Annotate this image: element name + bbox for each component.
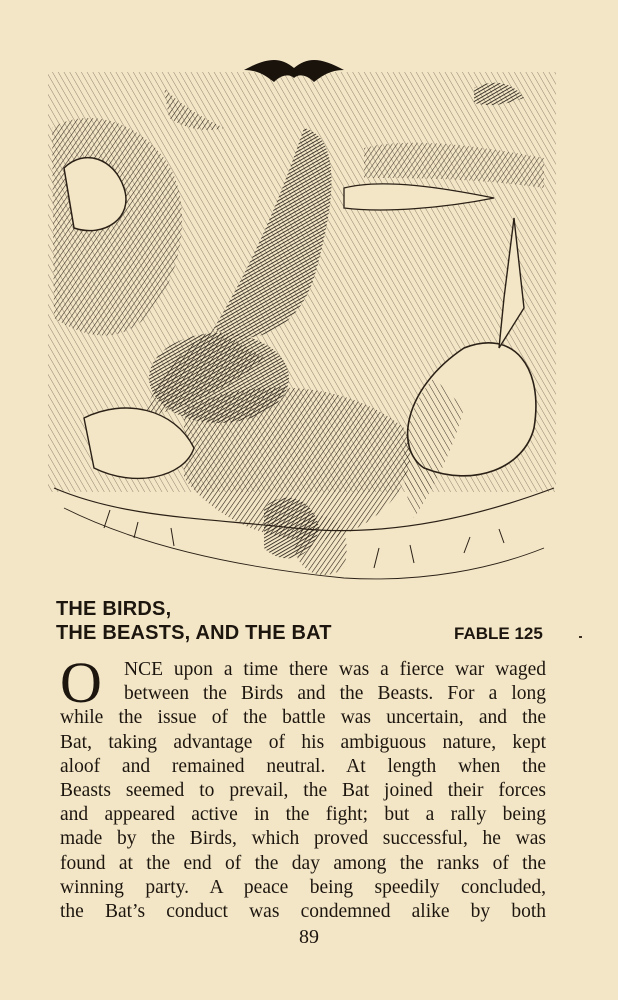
body-line: between the Birds and the Beasts. For a long [124,683,546,705]
body-line: NCE upon a time there was a fierce war waged [124,659,546,680]
body-line: winning party. A peace being speedily concluded, [60,876,546,898]
body-line: Bat, taking advantage of his ambiguous nature, kept [60,731,546,753]
body-line: while the issue of the battle was uncertain, and the [60,707,546,729]
engraving-birds-beasts-battle [44,48,560,593]
body-line: made by the Birds, which proved successful, he was [60,828,546,850]
body-line: Beasts seemed to prevail, the Bat joined their forces [60,779,546,801]
page-number: 89 [299,926,319,948]
body-line: the Bat’s conduct was condemned alike by both [60,900,546,922]
fable-number-label: FABLE 125 [454,624,543,643]
fable-body-text [60,650,546,924]
drop-cap-letter: O [60,650,102,715]
stray-ink-mark [579,636,582,638]
body-line: aloof and remained neutral. At length when the [60,755,546,777]
fable-title-line-1: THE BIRDS, [56,598,172,620]
body-line: and appeared active in the fight; but a rally being [60,804,546,826]
body-line: found at the end of the day among the ranks of the [60,852,546,874]
fable-title-line-2: THE BEASTS, AND THE BAT [56,622,332,644]
